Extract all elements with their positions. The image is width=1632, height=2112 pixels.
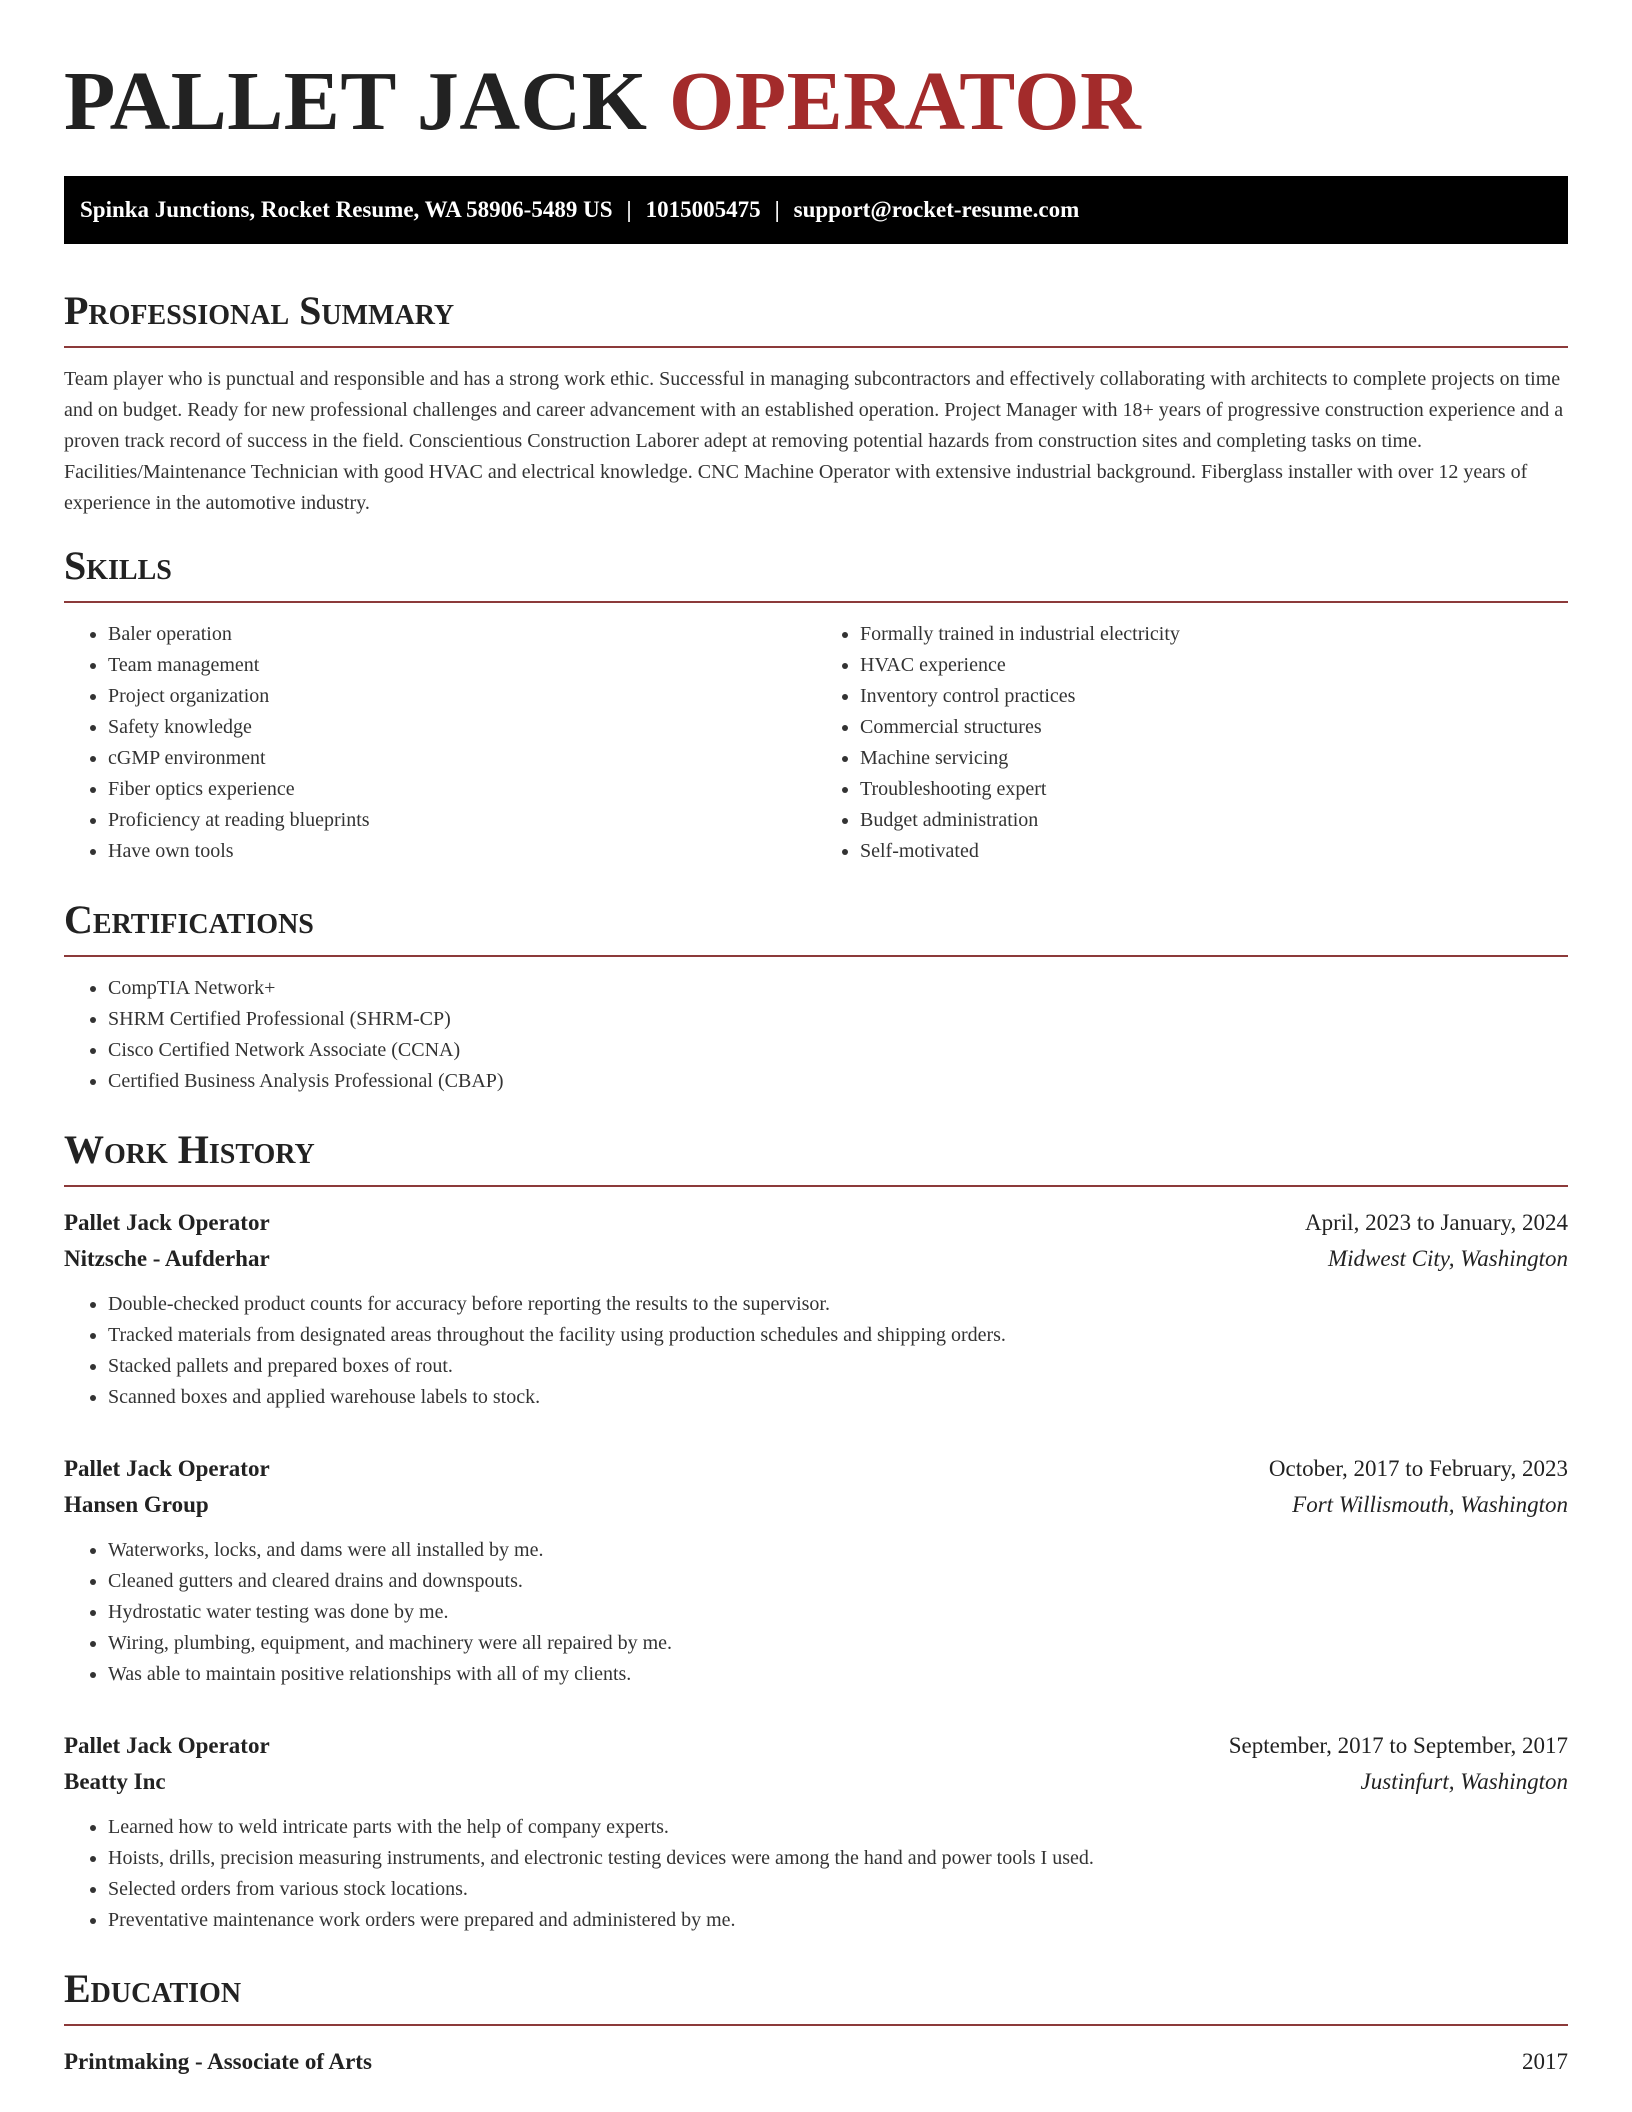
contact-phone: 1015005475 [645, 197, 761, 222]
job-dates: October, 2017 to February, 2023 [1268, 1456, 1568, 1481]
job-entry [64, 1205, 1568, 1413]
skill-item: • Machine servicing [860, 743, 1568, 774]
education-header [64, 2044, 1568, 2080]
job-duties [64, 1289, 1568, 1413]
job-duty: • Waterworks, locks, and dams were all installed by me. [108, 1535, 1568, 1566]
education-degree: Printmaking - Associate of Arts [64, 2049, 372, 2074]
job-header [64, 1728, 1568, 1764]
job-duty: • Scanned boxes and applied warehouse labels to stock. [108, 1382, 1568, 1413]
certifications-list [64, 973, 1568, 1097]
skill-item: • Have own tools [108, 836, 816, 867]
job-duty: • Wiring, plumbing, equipment, and machinery were all repaired by me. [108, 1628, 1568, 1659]
section-divider [64, 2024, 1568, 2026]
skill-item: • Team management [108, 650, 816, 681]
contact-address: Spinka Junctions, Rocket Resume, WA 58906-5489 US [80, 197, 613, 222]
skill-item: • Commercial structures [860, 712, 1568, 743]
job-subheader [64, 1241, 1568, 1277]
skill-item: • Baler operation [108, 619, 816, 650]
contact-separator: | [774, 197, 780, 222]
job-subheader [64, 1764, 1568, 1800]
summary-heading: Professional Summary [64, 288, 455, 333]
skill-item: • Troubleshooting expert [860, 774, 1568, 805]
job-dates: September, 2017 to September, 2017 [1228, 1733, 1568, 1758]
job-header [64, 1205, 1568, 1241]
certification-item: • SHRM Certified Professional (SHRM-CP) [108, 1004, 1568, 1035]
section-divider [64, 346, 1568, 348]
job-duty: • Hydrostatic water testing was done by me. [108, 1597, 1568, 1628]
job-entry [64, 1728, 1568, 1936]
skills-section [64, 541, 1568, 867]
skill-item: • Inventory control practices [860, 681, 1568, 712]
education-section [64, 1964, 1568, 2080]
job-company: Nitzsche - Aufderhar [64, 1246, 270, 1271]
job-company: Hansen Group [64, 1492, 209, 1517]
job-subheader [64, 1487, 1568, 1523]
skills-list-right [816, 619, 1568, 867]
education-entry [64, 2044, 1568, 2080]
skill-item: • cGMP environment [108, 743, 816, 774]
job-role: Pallet Jack Operator [64, 1733, 270, 1758]
education-year: 2017 [1522, 2049, 1568, 2074]
job-header [64, 1451, 1568, 1487]
work-history-heading: Work History [64, 1127, 315, 1172]
name-first: PALLET JACK [64, 55, 648, 148]
job-duty: • Double-checked product counts for accuracy before reporting the results to the supervisor. [108, 1289, 1568, 1320]
job-role: Pallet Jack Operator [64, 1456, 270, 1481]
contact-bar [64, 176, 1568, 244]
job-duty: • Stacked pallets and prepared boxes of rout. [108, 1351, 1568, 1382]
work-history-section [64, 1125, 1568, 1936]
skill-item: • Formally trained in industrial electricity [860, 619, 1568, 650]
skills-columns [64, 603, 1568, 867]
certification-item: • Cisco Certified Network Associate (CCNA) [108, 1035, 1568, 1066]
summary-section [64, 286, 1568, 519]
skill-item: • Fiber optics experience [108, 774, 816, 805]
certifications-section [64, 895, 1568, 1097]
skill-item: • Proficiency at reading blueprints [108, 805, 816, 836]
skill-item: • Safety knowledge [108, 712, 816, 743]
job-location: Justinfurt, Washington [1360, 1769, 1568, 1794]
skill-item: • Budget administration [860, 805, 1568, 836]
job-duty: • Tracked materials from designated areas throughout the facility using production schedules and shipping orders. [108, 1320, 1568, 1351]
job-dates: April, 2023 to January, 2024 [1305, 1210, 1568, 1235]
job-duty: • Cleaned gutters and cleared drains and downspouts. [108, 1566, 1568, 1597]
job-location: Fort Willismouth, Washington [1292, 1492, 1568, 1517]
job-location: Midwest City, Washington [1327, 1246, 1568, 1271]
job-entry [64, 1451, 1568, 1690]
job-duties [64, 1812, 1568, 1936]
skills-list-left [64, 619, 816, 867]
education-heading: Education [64, 1966, 242, 2011]
summary-text: Team player who is punctual and responsible and has a strong work ethic. Successful in managing subcontractors and effectively collaborating with architects to complete projects on time and on budget. Ready for new professional challenges and career advancement with an established operation. Project Manager with 18+ years of progressive construction experience and a proven track record of success in the field. Conscientious Construction Laborer adept at removing potential hazards from construction sites and completing tasks on time. Facilities/Maintenance Technician with good HVAC and electrical knowledge. CNC Machine Operator with extensive industrial background. Fiberglass installer with over 12 years of experience in the automotive industry. [64, 368, 1564, 514]
certification-item: • Certified Business Analysis Professional (CBAP) [108, 1066, 1568, 1097]
candidate-name [64, 0, 1568, 176]
skill-item: • HVAC experience [860, 650, 1568, 681]
job-duty: • Hoists, drills, precision measuring instruments, and electronic testing devices were among the hand and power tools I used. [108, 1843, 1568, 1874]
section-divider [64, 1185, 1568, 1187]
job-duty: • Selected orders from various stock locations. [108, 1874, 1568, 1905]
job-duty: • Preventative maintenance work orders were prepared and administered by me. [108, 1905, 1568, 1936]
skill-item: • Self-motivated [860, 836, 1568, 867]
job-duty: • Learned how to weld intricate parts with the help of company experts. [108, 1812, 1568, 1843]
contact-separator: | [626, 197, 632, 222]
section-divider [64, 955, 1568, 957]
skills-heading: Skills [64, 543, 172, 588]
certification-item: • CompTIA Network+ [108, 973, 1568, 1004]
certifications-heading: Certifications [64, 897, 314, 942]
job-role: Pallet Jack Operator [64, 1210, 270, 1235]
name-last: OPERATOR [669, 55, 1142, 148]
job-company: Beatty Inc [64, 1769, 166, 1794]
skill-item: • Project organization [108, 681, 816, 712]
job-duty: • Was able to maintain positive relationships with all of my clients. [108, 1659, 1568, 1690]
contact-email: support@rocket-resume.com [793, 197, 1080, 222]
job-duties [64, 1535, 1568, 1690]
